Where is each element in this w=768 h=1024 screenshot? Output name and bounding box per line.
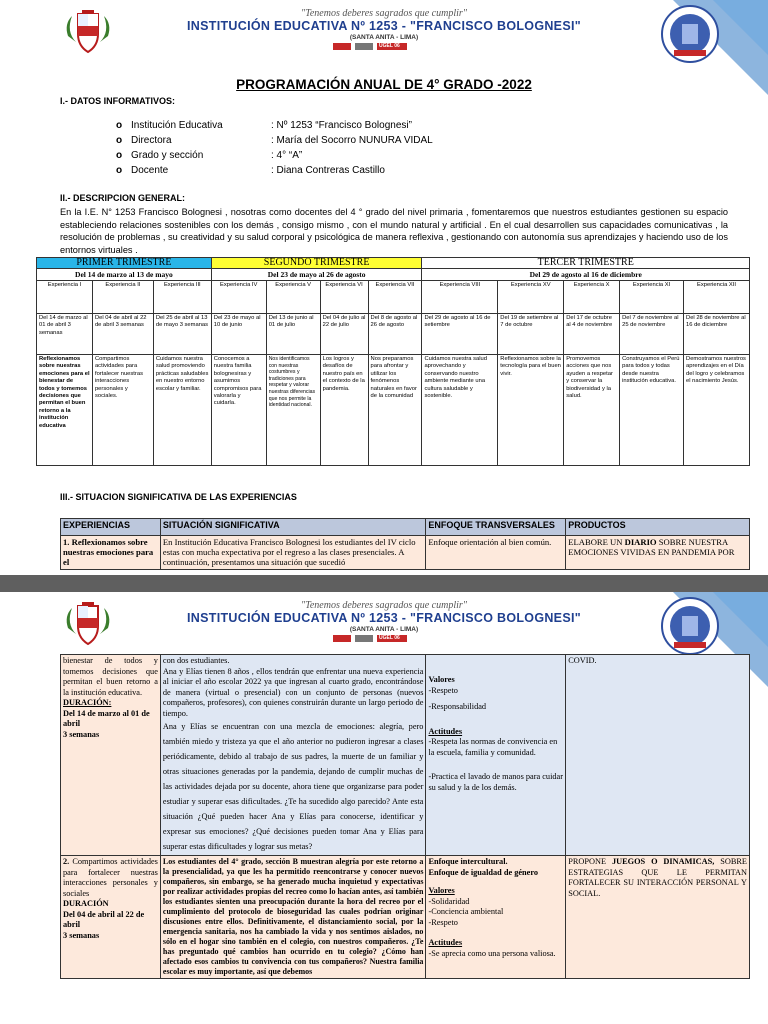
logo-strip [333, 43, 407, 50]
document-page-2 [0, 592, 768, 1024]
experience-cell: Experiencia I [37, 281, 93, 314]
trimester-dates-row [37, 269, 750, 281]
experience-cell: Experiencia VI [320, 281, 368, 314]
schedule-table [36, 257, 750, 466]
trimester-2-dates: Del 23 de mayo al 26 de agosto [211, 269, 422, 281]
situation-table-continued [60, 654, 750, 979]
duration-cell: Del 8 de agosto al 26 de agosto [368, 314, 422, 355]
experience-cell: Experiencia XV [498, 281, 564, 314]
situation-row-2 [61, 856, 750, 979]
ugel-badge: UGEL 06 [377, 43, 407, 50]
trimester-row [37, 258, 750, 269]
activity-cell: Demostramos nuestros aprendizajes en el Día del logro y celebramos el nacimiento Jesús. [684, 355, 750, 466]
activity-cell: Nos preparamos para afrontar y utilizar los fenómenos naturales en favor de la comunidad [368, 355, 422, 466]
institution-location: (SANTA ANITA - LIMA) [349, 34, 419, 41]
field-value: : María del Socorro NUNURA VIDAL [271, 135, 433, 146]
field-value: : Diana Contreras Castillo [271, 165, 385, 176]
motto-text: "Tenemos deberes sagrados que cumplir" [301, 8, 467, 19]
enfoque-cell: Valores -Respeto -Responsabilidad Actitudes -Respeta las normas de convivencia en la escuela, familia y comunidad. -Practica el lavado de manos para cuidar su salud y la de los demás. [426, 655, 566, 856]
experience-row [37, 281, 750, 314]
situation-cell: Los estudiantes del 4° grado, sección B muestran alegría por este retorno a la presencialidad, ya que les ha permitido reencontrarse y conocer nuevos compañeros, sin embargo, se ha generado mucha inquietud y expectativas por realizar actividades propias del recreo como lo hacían antes, así también los estudiantes sienten una preocupación durante la hora del recreo por el cumplimiento del protocolo de bioseguridad las cuales podrían originar discusiones entre ellos. Definitivamente, el distanciamiento social, por la emergencia sanitaria, nos ha cambiado la vida y nos sentimos aislados, no sólo en el hogar sino también en el colegio, con nuestros compañeros. ¿Te has preguntado qué cambios han ocurrido en tu colegio? ¿Cómo han afectado esos cambios tu convivencia con tus compañeros? Nuestra familia escolar es muy importante, así que debemos [160, 856, 426, 979]
trimester-3-label: TERCER TRIMESTRE [422, 258, 750, 269]
page-header [0, 0, 768, 70]
ugel-badge: UGEL 06 [377, 635, 407, 642]
experience-cell: 1. Reflexionamos sobre nuestras emociones para el [61, 536, 161, 570]
logo-strip [333, 635, 407, 642]
situation-row-1-continued [61, 655, 750, 856]
duration-cell: Del 17 de octubre al 4 de noviembre [564, 314, 620, 355]
school-crest-icon [660, 596, 720, 656]
experience-cell: bienestar de todos y tomemos decisiones que permitan el buen retorno a la institución educativa. DURACIÓN: Del 14 de marzo al 01 de abril 3 semanas [61, 655, 161, 856]
activity-cell: Reflexionamos sobre nuestras emociones para el bienestar de todos y tomemos decisiones que permitan el buen retorno a la institución educativa [37, 355, 93, 466]
trimester-2-label: SEGUNDO TRIMESTRE [211, 258, 422, 269]
activity-cell: Cuidamos nuestra salud promoviendo prácticas saludables en nuestro entorno escolar y familiar. [153, 355, 211, 466]
experience-cell: Experiencia XII [684, 281, 750, 314]
field-row: o Institución Educativa : Nº 1253 “Francisco Bolognesi” [116, 120, 412, 131]
duration-cell: Del 04 de julio al 22 de julio [320, 314, 368, 355]
product-cell: ELABORE UN DIARIO SOBRE NUESTRA EMOCIONES VIVIDAS EN PANDEMIA POR [566, 536, 750, 570]
minedu-logo-icon [333, 43, 351, 50]
gov-logo-icon [355, 43, 373, 50]
duration-cell: Del 23 de mayo al 10 de junio [211, 314, 266, 355]
product-cell: COVID. [566, 655, 750, 856]
gov-logo-icon [355, 635, 373, 642]
activity-cell: Conocemos a nuestra familia bolognesiras y asumimos compromisos para valorarla y cuidarla. [211, 355, 266, 466]
experience-cell: Experiencia III [153, 281, 211, 314]
minedu-logo-icon [333, 635, 351, 642]
experience-cell: Experiencia V [266, 281, 320, 314]
situation-table [60, 518, 750, 570]
field-value: : Nº 1253 “Francisco Bolognesi” [271, 120, 412, 131]
duration-cell: Del 13 de junio al 01 de julio [266, 314, 320, 355]
duration-cell: Del 28 de noviembre al 16 de diciembre [684, 314, 750, 355]
section-3-heading: III.- SITUACION SIGNIFICATIVA DE LAS EXPERIENCIAS [60, 492, 297, 502]
activity-cell: Construyamos el Perú para todos y todas desde nuestra institución educativa. [620, 355, 684, 466]
situation-cell: con dos estudiantes. Ana y Elías tienen 8 años , ellos tendrán que enfrentar una nueva experiencia al iniciar el año escolar 2022 ya que ingresan al cuarto grado, encontrándose de manera (virtual o presencial) con un conjunto de personas (nuevos compañeros, profesores), con quienes construirán durante un largo periodo de tiempo. Ana y Elías se encuentran con una mezcla de emociones: alegría, pero también miedo y tristeza ya que el año anterior no pudieron ingresar a clases periódicamente, debido al trabajo de sus padres, la muerte de un familiar y otras situaciones generadas por la pandemia, dejando de cumplir muchas de las actividades dejada por su docente, ahora tiene que organizarse para poder estudiar y superar esas dificultades. ¿Te ha sucedido algo parecido? Ante esta situación ¿Qué pueden hacer Ana y Elías para conocerse, identificar y expresar sus emociones? ¿Qué decisiones pueden tomar Ana y Elías para superar estas dificultades y lograr sus metas? [160, 655, 426, 856]
experience-cell: Experiencia XI [620, 281, 684, 314]
activity-cell: Compartimos actividades para fortalecer nuestras interacciones personales y sociales. [92, 355, 153, 466]
enfoque-cell: Enfoque orientación al bien común. [426, 536, 566, 570]
field-key: Directora [131, 135, 172, 146]
general-description: En la I.E. N° 1253 Francisco Bolognesi , nosotras como docentes del 4 ° grado del nivel primaria , fomentaremos que nuestros estudiantes gestionen su espacio estableciendo relaciones sostenibles con los demás , consigo mismo , con el mundo natural y artificial . En el cual desarrollen sus capacidades comunicativas , la resolución de problemas , su creatividad y su salud corporal y psicológica de manera reflexiva , gestionando con autonomía sus aprendizajes y haciendo uso de los entornos virtuales . [60, 207, 728, 255]
institution-location: (SANTA ANITA - LIMA) [349, 626, 419, 633]
section-1-heading: I.- DATOS INFORMATIVOS: [60, 96, 175, 106]
trimester-1-dates: Del 14 de marzo al 13 de mayo [37, 269, 212, 281]
duration-cell: Del 19 de setiembre al 7 de octubre [498, 314, 564, 355]
page-header [0, 592, 768, 662]
field-key: Institución Educativa [131, 120, 223, 131]
activity-cell: Los logros y desafíos de nuestro país en el contexto de la pandemia. [320, 355, 368, 466]
institution-name: INSTITUCIÓN EDUCATIVA Nº 1253 - "FRANCISCO BOLOGNESI" [187, 611, 581, 625]
column-header: EXPERIENCIAS [61, 519, 161, 536]
column-header: PRODUCTOS [566, 519, 750, 536]
duration-cell: Del 7 de noviembre al 25 de noviembre [620, 314, 684, 355]
duration-row [37, 314, 750, 355]
experience-cell: Experiencia VIII [422, 281, 498, 314]
duration-cell: Del 25 de abril al 13 de mayo 3 semanas [153, 314, 211, 355]
experience-cell: Experiencia II [92, 281, 153, 314]
duration-cell: Del 14 de marzo al 01 de abril 3 semanas [37, 314, 93, 355]
trimester-1-label: PRIMER TRIMESTRE [37, 258, 212, 269]
column-header: SITUACIÓN SIGNIFICATIVA [160, 519, 426, 536]
enfoque-cell: Enfoque intercultural. Enfoque de igualdad de género Valores -Solidaridad -Conciencia ambiental -Respeto Actitudes -Se aprecia como una persona valiosa. [426, 856, 566, 979]
situation-cell: En Institución Educativa Francisco Bolognesi los estudiantes del IV ciclo estas con mucha expectativa por el regreso a las clases presenciales. A continuación, presentamos una situación que sucedió [160, 536, 426, 570]
activity-cell: Nos identificamos con nuestras costumbres y tradiciones para respetar y valorar nuestras diferencias que nos permite la identidad nacional. [266, 355, 320, 466]
field-row: o Directora : María del Socorro NUNURA VIDAL [116, 135, 433, 146]
field-row: o Grado y sección : 4° “A” [116, 150, 303, 161]
field-row: o Docente : Diana Contreras Castillo [116, 165, 385, 176]
trimester-3-dates: Del 29 de agosto al 16 de diciembre [422, 269, 750, 281]
activity-cell: Promovemos acciones que nos ayuden a respetar y conservar la biodiversidad y la salud. [564, 355, 620, 466]
duration-cell: Del 04 de abril al 22 de abril 3 semanas [92, 314, 153, 355]
situation-table-header [61, 519, 750, 536]
activity-cell: Reflexionamos sobre la tecnología para el buen vivir. [498, 355, 564, 466]
motto-text: "Tenemos deberes sagrados que cumplir" [301, 600, 467, 611]
activity-cell: Cuidamos nuestra salud aprovechando y conservando nuestro ambiente mediante una cultura saludable y sostenible. [422, 355, 498, 466]
section-2-heading: II.- DESCRIPCION GENERAL: [60, 193, 186, 203]
situation-row-1 [61, 536, 750, 570]
activity-row [37, 355, 750, 466]
document-title: PROGRAMACIÓN ANUAL DE 4° GRADO -2022 [236, 77, 532, 92]
experience-cell: 2. Compartimos actividades para fortalecer nuestras interacciones personales y sociales DURACIÓN Del 04 de abril al 22 de abril 3 semanas [61, 856, 161, 979]
column-header: ENFOQUE TRANSVERSALES [426, 519, 566, 536]
field-value: : 4° “A” [271, 150, 303, 161]
info-fields [116, 118, 433, 178]
experience-cell: Experiencia X [564, 281, 620, 314]
field-key: Grado y sección [131, 150, 204, 161]
experience-cell: Experiencia IV [211, 281, 266, 314]
product-cell: PROPONE JUEGOS O DINAMICAS, SOBRE ESTRATEGIAS QUE LE PERMITAN FORTALECER SU INTERACCIÓN PERSONAL Y SOCIAL. [566, 856, 750, 979]
duration-cell: Del 29 de agosto al 16 de setiembre [422, 314, 498, 355]
institution-name: INSTITUCIÓN EDUCATIVA Nº 1253 - "FRANCISCO BOLOGNESI" [187, 19, 581, 33]
school-crest-icon [660, 4, 720, 64]
experience-cell: Experiencia VII [368, 281, 422, 314]
field-key: Docente [131, 165, 169, 176]
